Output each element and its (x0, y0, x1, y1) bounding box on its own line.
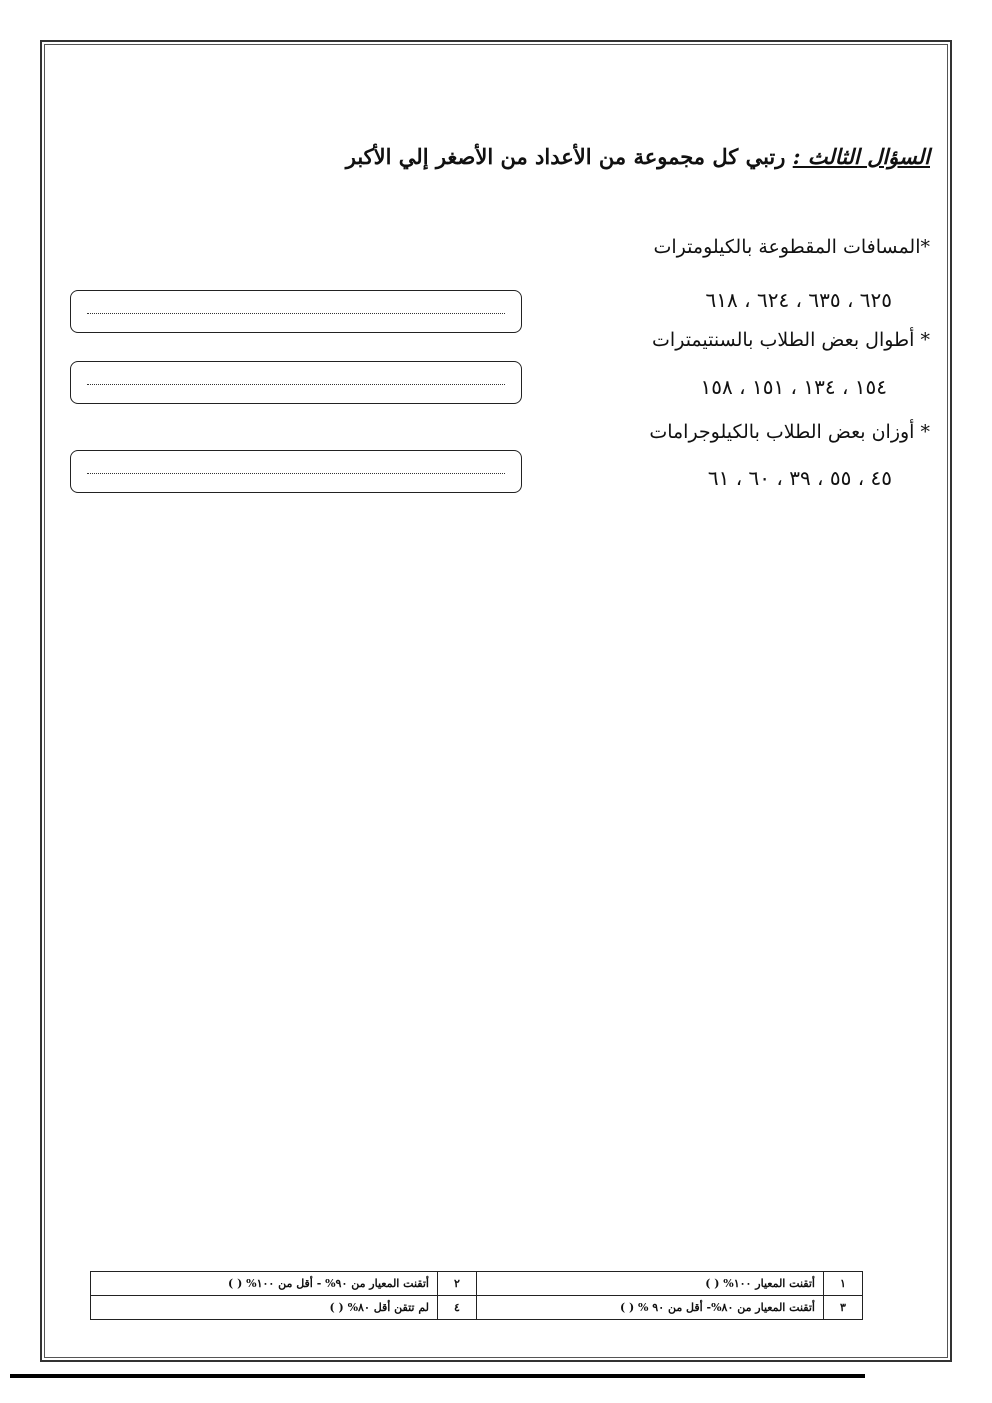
numbers-weights: ٤٥ ، ٥٥ ، ٣٩ ، ٦٠ ، ٦١ (707, 466, 892, 490)
rubric-criterion: لم تتقن أقل ٨٠% ( ) (91, 1296, 438, 1320)
answer-dotted-line (87, 384, 505, 385)
rubric-number: ٢ (438, 1272, 477, 1296)
question-instruction: رتبي كل مجموعة من الأعداد من الأصغر إلي الأكبر (345, 144, 793, 169)
group-title-weights: * أوزان بعض الطلاب بالكيلوجرامات (649, 421, 930, 443)
answer-box-heights[interactable] (70, 361, 522, 404)
bottom-rule (10, 1374, 865, 1378)
rubric-criterion: أتقنت المعيار من ٨٠%- أقل من ٩٠ % ( ) (477, 1296, 824, 1320)
rubric-row (91, 1272, 863, 1296)
answer-box-distances[interactable] (70, 290, 522, 333)
rubric-number: ١ (824, 1272, 863, 1296)
question-label: السؤال الثالث : (792, 144, 930, 169)
rubric-number: ٤ (438, 1296, 477, 1320)
answer-dotted-line (87, 313, 505, 314)
rubric-number: ٣ (824, 1296, 863, 1320)
rubric-row (91, 1296, 863, 1320)
numbers-distances: ٦٢٥ ، ٦٣٥ ، ٦٢٤ ، ٦١٨ (705, 288, 892, 312)
group-title-heights: * أطوال بعض الطلاب بالسنتيمترات (652, 329, 930, 351)
rubric-criterion: أتقنت المعيار ١٠٠% ( ) (477, 1272, 824, 1296)
rubric-criterion: أتقنت المعيار من ٩٠% - أقل من ١٠٠% ( ) (91, 1272, 438, 1296)
group-title-distances: *المسافات المقطوعة بالكيلومترات (653, 236, 930, 258)
numbers-heights: ١٥٤ ، ١٣٤ ، ١٥١ ، ١٥٨ (700, 375, 887, 399)
rubric-table (90, 1271, 863, 1320)
answer-box-weights[interactable] (70, 450, 522, 493)
question-title (290, 144, 930, 169)
answer-dotted-line (87, 473, 505, 474)
